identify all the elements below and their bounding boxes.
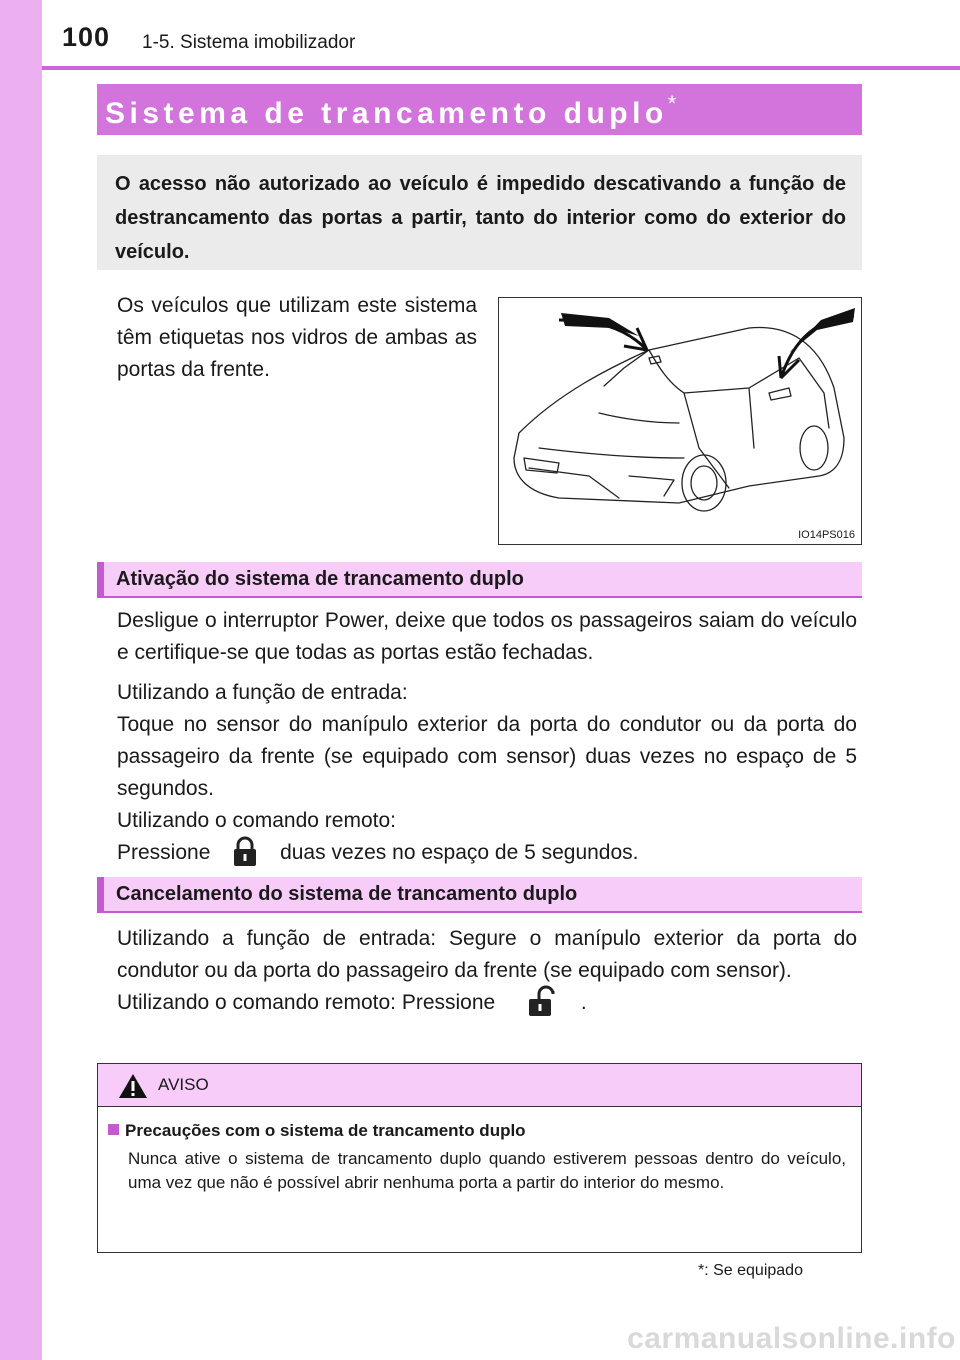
title-marker: * — [667, 91, 681, 116]
remote-line — [117, 837, 857, 869]
warning-title — [108, 1121, 846, 1141]
warning-box — [97, 1063, 862, 1253]
unlock-icon — [517, 985, 575, 1017]
page-number: 100 — [62, 22, 111, 52]
labels-paragraph: Os veículos que utilizam este sistema têm etiquetas nos vidros de ambas as portas da frente. — [117, 294, 477, 381]
page-title — [97, 84, 862, 135]
intro-box — [97, 155, 862, 270]
header-rule — [42, 66, 960, 70]
bullet-square-icon — [108, 1124, 119, 1135]
warning-body — [98, 1107, 861, 1195]
car-figure — [498, 297, 862, 545]
activation-heading: Ativação do sistema de trancamento duplo — [97, 562, 862, 598]
intro-text: O acesso não autorizado ao veículo é impedido descativando a função de destrancamento das portas a partir, tanto do interior como do exterior do veículo. — [115, 173, 846, 263]
car-illustration — [499, 298, 861, 544]
warning-label: AVISO — [158, 1075, 209, 1094]
section-label: 1-5. Sistema imobilizador — [142, 32, 356, 53]
entry-text: Toque no sensor do manípulo exterior da porta do condutor ou da porta do passageiro da frente (se equipado com sensor) duas vezes no espaço de 5 segundos. — [117, 713, 857, 800]
footnote: *: Se equipado — [698, 1262, 803, 1279]
cancel-remote-after: . — [580, 991, 587, 1014]
watermark: carmanualsonline.info — [627, 1322, 956, 1355]
lock-icon — [216, 835, 274, 867]
activation-steps — [117, 677, 857, 869]
cancel-remote-before: Utilizando o comando remoto: Pressione — [117, 991, 496, 1014]
warning-text: Nunca ative o sistema de trancamento duplo quando estiverem pessoas dentro do veículo, uma vez que não é possível abrir nenhuma porta a partir do interior do mesmo. — [128, 1149, 846, 1192]
page-title-text: Sistema de trancamento duplo — [105, 97, 668, 130]
warning-header — [98, 1064, 861, 1107]
remote-before: Pressione — [117, 841, 211, 864]
cancel-remote-line — [117, 987, 857, 1019]
figure-code: IO14PS016 — [798, 529, 855, 541]
side-tab-strip — [0, 0, 42, 1360]
remote-label: Utilizando o comando remoto: — [117, 809, 396, 832]
activation-para: Desligue o interruptor Power, deixe que todos os passageiros saiam do veículo e certifique-se que todas as portas estão fechadas. — [117, 609, 857, 664]
warning-title-text: Precauções com o sistema de trancamento duplo — [125, 1121, 526, 1140]
cancel-entry-text: Utilizando a função de entrada: Segure o manípulo exterior da porta do condutor ou da porta do passageiro da frente (se equipado com sensor). — [117, 927, 857, 982]
remote-after: duas vezes no espaço de 5 segundos. — [280, 841, 639, 864]
warning-triangle-icon — [118, 1073, 148, 1099]
cancel-steps — [117, 923, 857, 1019]
cancel-heading: Cancelamento do sistema de trancamento duplo — [97, 877, 862, 913]
entry-label: Utilizando a função de entrada: — [117, 681, 408, 704]
